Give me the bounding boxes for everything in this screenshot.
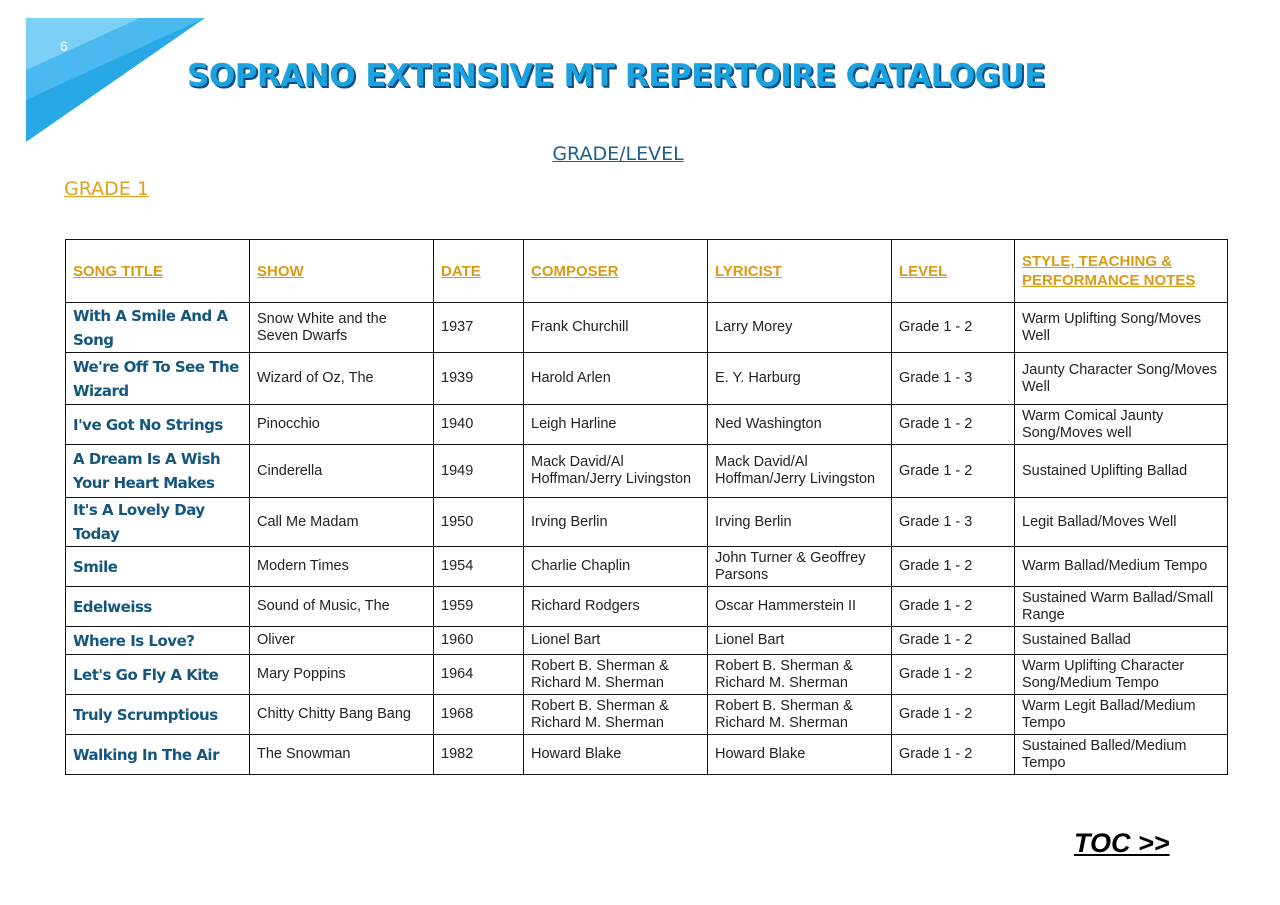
cell-show: Chitty Chitty Bang Bang bbox=[250, 695, 434, 735]
cell-song-title[interactable]: A Dream Is A Wish Your Heart Makes bbox=[66, 445, 250, 498]
cell-date: 1949 bbox=[434, 445, 524, 498]
cell-show: Modern Times bbox=[250, 547, 434, 587]
cell-notes: Warm Ballad/Medium Tempo bbox=[1015, 547, 1228, 587]
table-row bbox=[66, 695, 1228, 735]
cell-composer: Leigh Harline bbox=[524, 405, 708, 445]
cell-composer: Lionel Bart bbox=[524, 627, 708, 655]
cell-notes: Sustained Warm Ballad/Small Range bbox=[1015, 587, 1228, 627]
cell-notes: Jaunty Character Song/Moves Well bbox=[1015, 353, 1228, 405]
cell-song-title[interactable]: It's A Lovely Day Today bbox=[66, 498, 250, 547]
cell-level: Grade 1 - 2 bbox=[892, 587, 1015, 627]
cell-date: 1950 bbox=[434, 498, 524, 547]
table-row bbox=[66, 498, 1228, 547]
cell-notes: Sustained Uplifting Ballad bbox=[1015, 445, 1228, 498]
cell-composer: Richard Rodgers bbox=[524, 587, 708, 627]
cell-level: Grade 1 - 2 bbox=[892, 405, 1015, 445]
cell-date: 1939 bbox=[434, 353, 524, 405]
header-level: LEVEL bbox=[892, 240, 1015, 303]
cell-notes: Warm Legit Ballad/Medium Tempo bbox=[1015, 695, 1228, 735]
header-lyricist: LYRICIST bbox=[708, 240, 892, 303]
cell-song-title[interactable]: Edelweiss bbox=[66, 587, 250, 627]
cell-show: Call Me Madam bbox=[250, 498, 434, 547]
header-composer: COMPOSER bbox=[524, 240, 708, 303]
cell-level: Grade 1 - 3 bbox=[892, 353, 1015, 405]
cell-lyricist: Oscar Hammerstein II bbox=[708, 587, 892, 627]
cell-lyricist: Larry Morey bbox=[708, 303, 892, 353]
cell-lyricist: Lionel Bart bbox=[708, 627, 892, 655]
cell-notes: Sustained Balled/Medium Tempo bbox=[1015, 735, 1228, 775]
cell-composer: Howard Blake bbox=[524, 735, 708, 775]
cell-level: Grade 1 - 2 bbox=[892, 695, 1015, 735]
cell-lyricist: Mack David/Al Hoffman/Jerry Livingston bbox=[708, 445, 892, 498]
cell-date: 1964 bbox=[434, 655, 524, 695]
cell-song-title[interactable]: Truly Scrumptious bbox=[66, 695, 250, 735]
table-row bbox=[66, 735, 1228, 775]
cell-level: Grade 1 - 2 bbox=[892, 735, 1015, 775]
page-title: SOPRANO EXTENSIVE MT REPERTOIRE CATALOGUE bbox=[187, 58, 1045, 94]
cell-show: Sound of Music, The bbox=[250, 587, 434, 627]
table-row bbox=[66, 587, 1228, 627]
cell-lyricist: Howard Blake bbox=[708, 735, 892, 775]
header-date: DATE bbox=[434, 240, 524, 303]
cell-show: Snow White and the Seven Dwarfs bbox=[250, 303, 434, 353]
cell-composer: Harold Arlen bbox=[524, 353, 708, 405]
cell-notes: Warm Comical Jaunty Song/Moves well bbox=[1015, 405, 1228, 445]
cell-song-title[interactable]: I've Got No Strings bbox=[66, 405, 250, 445]
table-row bbox=[66, 547, 1228, 587]
cell-level: Grade 1 - 2 bbox=[892, 547, 1015, 587]
table-row bbox=[66, 303, 1228, 353]
cell-notes: Warm Uplifting Character Song/Medium Tempo bbox=[1015, 655, 1228, 695]
cell-lyricist: E. Y. Harburg bbox=[708, 353, 892, 405]
page-number: 6 bbox=[60, 38, 68, 54]
cell-show: Pinocchio bbox=[250, 405, 434, 445]
cell-lyricist: Ned Washington bbox=[708, 405, 892, 445]
cell-level: Grade 1 - 2 bbox=[892, 445, 1015, 498]
table-header-row bbox=[66, 240, 1228, 303]
cell-date: 1959 bbox=[434, 587, 524, 627]
cell-song-title[interactable]: Where Is Love? bbox=[66, 627, 250, 655]
cell-lyricist: John Turner & Geoffrey Parsons bbox=[708, 547, 892, 587]
table-row bbox=[66, 655, 1228, 695]
cell-notes: Sustained Ballad bbox=[1015, 627, 1228, 655]
cell-show: Cinderella bbox=[250, 445, 434, 498]
cell-date: 1960 bbox=[434, 627, 524, 655]
table-row bbox=[66, 405, 1228, 445]
table-row bbox=[66, 627, 1228, 655]
grade-1-heading[interactable]: GRADE 1 bbox=[64, 178, 149, 200]
cell-level: Grade 1 - 3 bbox=[892, 498, 1015, 547]
cell-song-title[interactable]: We're Off To See The Wizard bbox=[66, 353, 250, 405]
cell-notes: Warm Uplifting Song/Moves Well bbox=[1015, 303, 1228, 353]
repertoire-table bbox=[65, 239, 1228, 775]
table-row bbox=[66, 445, 1228, 498]
cell-show: The Snowman bbox=[250, 735, 434, 775]
grade-level-heading[interactable]: GRADE/LEVEL bbox=[552, 143, 684, 165]
cell-lyricist: Irving Berlin bbox=[708, 498, 892, 547]
header-show: SHOW bbox=[250, 240, 434, 303]
cell-show: Wizard of Oz, The bbox=[250, 353, 434, 405]
cell-level: Grade 1 - 2 bbox=[892, 303, 1015, 353]
cell-composer: Mack David/Al Hoffman/Jerry Livingston bbox=[524, 445, 708, 498]
cell-song-title[interactable]: With A Smile And A Song bbox=[66, 303, 250, 353]
cell-date: 1982 bbox=[434, 735, 524, 775]
table-body bbox=[66, 303, 1228, 775]
cell-song-title[interactable]: Let's Go Fly A Kite bbox=[66, 655, 250, 695]
cell-composer: Charlie Chaplin bbox=[524, 547, 708, 587]
cell-composer: Robert B. Sherman & Richard M. Sherman bbox=[524, 655, 708, 695]
cell-level: Grade 1 - 2 bbox=[892, 655, 1015, 695]
cell-level: Grade 1 - 2 bbox=[892, 627, 1015, 655]
cell-song-title[interactable]: Smile bbox=[66, 547, 250, 587]
header-notes: STYLE, TEACHING & PERFORMANCE NOTES bbox=[1015, 240, 1228, 303]
cell-date: 1954 bbox=[434, 547, 524, 587]
header-song-title: SONG TITLE bbox=[66, 240, 250, 303]
cell-composer: Robert B. Sherman & Richard M. Sherman bbox=[524, 695, 708, 735]
cell-lyricist: Robert B. Sherman & Richard M. Sherman bbox=[708, 655, 892, 695]
cell-notes: Legit Ballad/Moves Well bbox=[1015, 498, 1228, 547]
cell-composer: Irving Berlin bbox=[524, 498, 708, 547]
cell-show: Mary Poppins bbox=[250, 655, 434, 695]
cell-composer: Frank Churchill bbox=[524, 303, 708, 353]
cell-date: 1968 bbox=[434, 695, 524, 735]
cell-lyricist: Robert B. Sherman & Richard M. Sherman bbox=[708, 695, 892, 735]
toc-link[interactable]: TOC >> bbox=[1074, 828, 1170, 858]
cell-song-title[interactable]: Walking In The Air bbox=[66, 735, 250, 775]
table-row bbox=[66, 353, 1228, 405]
cell-date: 1937 bbox=[434, 303, 524, 353]
cell-date: 1940 bbox=[434, 405, 524, 445]
cell-show: Oliver bbox=[250, 627, 434, 655]
